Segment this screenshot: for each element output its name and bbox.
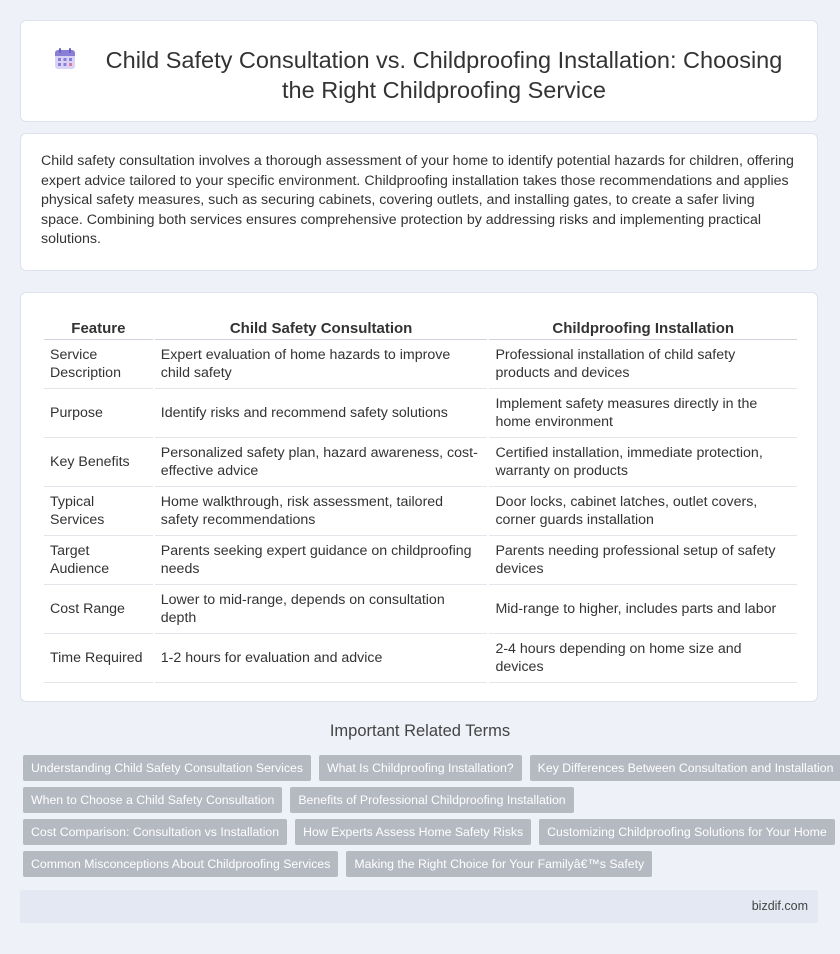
row-installation: Professional installation of child safety products and devices [489,340,797,389]
table-row [44,634,797,683]
related-term-tag[interactable]: Understanding Child Safety Consultation Services [23,755,311,781]
tag-row [23,819,827,845]
related-terms-title: Important Related Terms [329,722,511,740]
row-feature: Purpose [44,389,153,438]
footer [20,890,818,923]
row-feature: Cost Range [44,585,153,634]
related-term-tag[interactable]: Cost Comparison: Consultation vs Installation [23,819,287,845]
table-row [44,536,797,585]
intro-card [20,133,818,271]
row-installation: Door locks, cabinet latches, outlet covers, corner guards installation [489,487,797,536]
row-feature: Service Description [44,340,153,389]
table-row [44,438,797,487]
table-row [44,585,797,634]
row-installation: Certified installation, immediate protection, warranty on products [489,438,797,487]
table-row [44,389,797,438]
row-consultation: Lower to mid-range, depends on consultation depth [155,585,488,634]
calendar-icon [54,48,76,70]
row-installation: Implement safety measures directly in the home environment [489,389,797,438]
tag-row [23,851,823,877]
related-term-tag[interactable]: Common Misconceptions About Childproofing Services [23,851,338,877]
row-feature: Key Benefits [44,438,153,487]
table-header-row [44,312,797,340]
table-row [44,340,797,389]
related-term-tag[interactable]: Customizing Childproofing Solutions for Your Home [539,819,835,845]
row-feature: Target Audience [44,536,153,585]
related-term-tag[interactable]: Benefits of Professional Childproofing Installation [290,787,573,813]
tag-row [23,787,823,813]
footer-site-link[interactable]: bizdif.com [751,899,808,913]
table-row [44,487,797,536]
intro-paragraph: Child safety consultation involves a thorough assessment of your home to identify potential hazards for children, offering expert advice tailored to your specific environment. Childproofing installation takes those recommendations and applies physical safety measures, such as securing cabinets, covering outlets, and installing gates, to create a safer living space. Combining both services ensures comprehensive protection by addressing risks and implementing practical solutions. [41,153,794,248]
row-consultation: Home walkthrough, risk assessment, tailored safety recommendations [155,487,488,536]
related-term-tag[interactable]: How Experts Assess Home Safety Risks [295,819,531,845]
page-title: Child Safety Consultation vs. Childproofing Installation: Choosing the Right Childproofing Service [105,47,783,103]
title-card [20,20,818,122]
related-term-tag[interactable]: Making the Right Choice for Your Familyâ€™s Safety [346,851,652,877]
comparison-card [20,292,818,702]
header-feature: Feature [44,312,153,340]
row-consultation: 1-2 hours for evaluation and advice [155,634,488,683]
tag-row [23,755,834,781]
row-consultation: Expert evaluation of home hazards to improve child safety [155,340,488,389]
related-term-tag[interactable]: When to Choose a Child Safety Consultation [23,787,282,813]
row-feature: Time Required [44,634,153,683]
row-feature: Typical Services [44,487,153,536]
row-consultation: Personalized safety plan, hazard awareness, cost-effective advice [155,438,488,487]
row-consultation: Parents seeking expert guidance on childproofing needs [155,536,488,585]
header-installation: Childproofing Installation [489,312,797,340]
header-consultation: Child Safety Consultation [155,312,488,340]
related-terms [23,755,834,883]
related-term-tag[interactable]: Key Differences Between Consultation and Installation [530,755,840,781]
row-consultation: Identify risks and recommend safety solutions [155,389,488,438]
row-installation: Mid-range to higher, includes parts and labor [489,585,797,634]
related-term-tag[interactable]: What Is Childproofing Installation? [319,755,522,781]
row-installation: Parents needing professional setup of safety devices [489,536,797,585]
comparison-table [42,312,799,683]
row-installation: 2-4 hours depending on home size and devices [489,634,797,683]
